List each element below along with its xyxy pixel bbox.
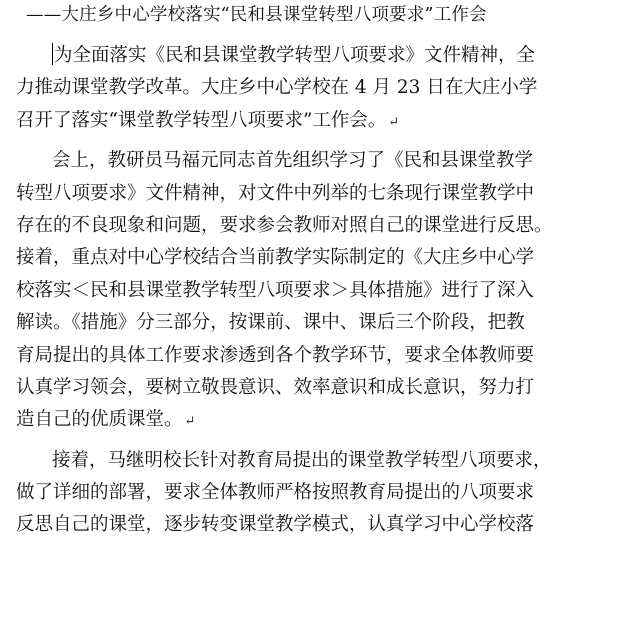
paragraph-line-text: 解读。《措施》分三部分，按课前、课中、课后三个阶段，把教 xyxy=(16,312,525,334)
paragraph-line-text: 为全面落实《民和县课堂教学转型八项要求》文件精神，全 xyxy=(54,45,536,66)
paragraph-line-text: 召开了落实“课堂教学转型八项要求”工作会。 xyxy=(16,109,387,131)
paragraph-3-line-3 xyxy=(16,509,617,541)
paragraph-2-line-2 xyxy=(16,178,617,210)
document-title: ——大庄乡中心学校落实“民和县课堂转型八项要求”工作会 xyxy=(26,5,487,25)
paragraph-2-line-8 xyxy=(16,372,617,404)
paragraph-mark-icon: ↵ xyxy=(388,114,400,130)
paragraph-2-line-3 xyxy=(16,210,617,242)
paragraph-line-text: 接着，重点对中心学校结合当前教学实际制定的《大庄乡中心学 xyxy=(16,247,535,269)
paragraph-1-line-3 xyxy=(16,105,617,137)
paragraph-mark-icon: ↵ xyxy=(184,414,196,430)
paragraph-line-text: 存在的不良现象和问题，要求参会教师对照自己的课堂进行反思。 xyxy=(16,214,553,236)
text-cursor xyxy=(52,43,53,65)
paragraph-1-line-2 xyxy=(16,72,617,104)
paragraph-line-text: 会上，教研员马福元同志首先组织学习了《民和县课堂教学 xyxy=(52,150,534,172)
paragraph-line-text: 做了详细的部署，要求全体教师严格按照教育局提出的八项要求 xyxy=(16,482,535,504)
paragraph-line-text: 认真学习领会，要树立敬畏意识、效率意识和成长意识，努力打 xyxy=(16,376,535,398)
paragraph-line-text: 校落实＜民和县课堂教学转型八项要求＞具体措施》进行了深入 xyxy=(16,279,535,301)
paragraph-2-line-6 xyxy=(16,307,617,339)
paragraph-1-line-1 xyxy=(52,40,617,72)
paragraph-line-text: 育局提出的具体工作要求渗透到各个教学环节，要求全体教师要 xyxy=(16,344,535,366)
paragraph-line-text: 反思自己的课堂，逐步转变课堂教学模式，认真学习中心学校落 xyxy=(16,514,535,536)
paragraph-2-line-9 xyxy=(16,404,617,436)
paragraph-2-line-7 xyxy=(16,340,617,372)
paragraph-line-text: 力推动课堂教学改革。大庄乡中心学校在 4 月 23 日在大庄小学 xyxy=(16,77,538,99)
document-body[interactable] xyxy=(16,40,617,542)
paragraph-2-line-5 xyxy=(16,275,617,307)
paragraph-2-line-4 xyxy=(16,242,617,274)
paragraph-3-line-2 xyxy=(16,477,617,509)
paragraph-line-text: 接着，马继明校长针对教育局提出的课堂教学转型八项要求， xyxy=(52,449,552,471)
paragraph-2-line-1 xyxy=(52,145,617,177)
paragraph-line-text: 转型八项要求》文件精神，对文件中列举的七条现行课堂教学中 xyxy=(16,182,535,204)
paragraph-line-text: 造自己的优质课堂。 xyxy=(16,409,183,431)
paragraph-3-line-1 xyxy=(52,445,617,477)
